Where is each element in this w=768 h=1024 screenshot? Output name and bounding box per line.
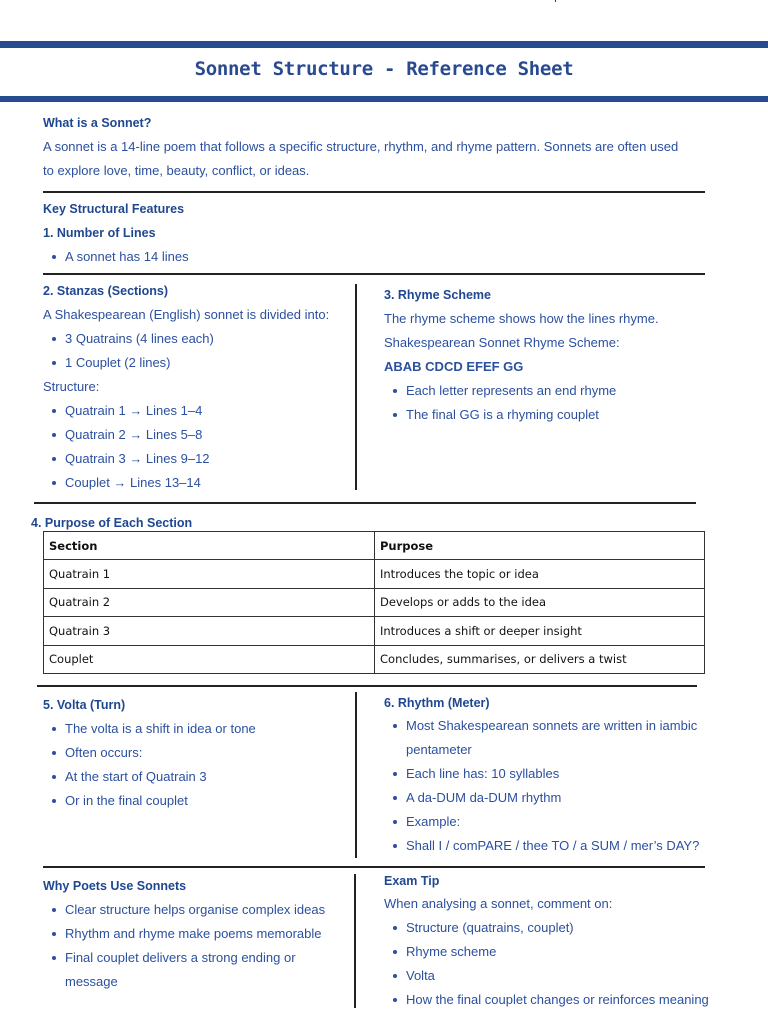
why-heading: Why Poets Use Sonnets xyxy=(43,879,187,893)
list-item: Quatrain 3 → Lines 9–12 xyxy=(43,447,210,471)
list-item: Each line has: 10 syllables xyxy=(384,762,714,786)
table-row xyxy=(44,560,705,588)
table-header: Section xyxy=(44,532,375,560)
list-item: A da-DUM da-DUM rhythm xyxy=(384,786,714,810)
list-item: How the final couplet changes or reinforces meaning xyxy=(384,988,764,1012)
purpose-heading: 4. Purpose of Each Section xyxy=(31,516,193,530)
table-cell: Quatrain 3 xyxy=(44,617,375,645)
list-item: Most Shakespearean sonnets are written in iambic pentameter xyxy=(384,714,714,762)
divider xyxy=(43,273,705,275)
list-item: Structure (quatrains, couplet) xyxy=(384,916,764,940)
list-item: Clear structure helps organise complex ideas xyxy=(43,898,343,922)
column-divider xyxy=(355,284,357,490)
exam-list xyxy=(384,916,764,1012)
list-item: The volta is a shift in idea or tone xyxy=(43,717,256,741)
table-header-row xyxy=(44,532,705,560)
page-title: Sonnet Structure - Reference Sheet xyxy=(194,58,574,80)
column-divider xyxy=(355,692,357,858)
list-item: The final GG is a rhyming couplet xyxy=(384,403,616,427)
scroll-mark xyxy=(555,0,563,2)
rhyme-line-1: The rhyme scheme shows how the lines rhyme. xyxy=(384,311,659,326)
list-item: Each letter represents an end rhyme xyxy=(384,379,616,403)
list-item: Rhythm and rhyme make poems memorable xyxy=(43,922,343,946)
rhyme-heading: 3. Rhyme Scheme xyxy=(384,288,491,302)
list-item: Quatrain 1 → Lines 1–4 xyxy=(43,399,210,423)
key-heading: Key Structural Features xyxy=(43,202,185,216)
list-item: Quatrain 2 → Lines 5–8 xyxy=(43,423,210,447)
table-cell: Introduces the topic or idea xyxy=(375,560,705,588)
header-band-top xyxy=(0,41,768,48)
exam-heading: Exam Tip xyxy=(384,874,440,888)
list-item: Final couplet delivers a strong ending or message xyxy=(43,946,343,994)
rhyme-scheme: ABAB CDCD EFEF GG xyxy=(384,359,524,374)
table-row xyxy=(44,588,705,616)
rhythm-list xyxy=(384,714,714,858)
divider xyxy=(34,502,696,504)
divider xyxy=(43,866,705,868)
rhyme-line-2: Shakespearean Sonnet Rhyme Scheme: xyxy=(384,335,620,350)
list-item: At the start of Quatrain 3 xyxy=(43,765,256,789)
stanzas-list xyxy=(43,327,214,375)
stanzas-heading: 2. Stanzas (Sections) xyxy=(43,284,169,298)
table-cell: Introduces a shift or deeper insight xyxy=(375,617,705,645)
table-cell: Develops or adds to the idea xyxy=(375,588,705,616)
table-cell: Quatrain 1 xyxy=(44,560,375,588)
structure-list xyxy=(43,399,210,495)
stanzas-intro: A Shakespearean (English) sonnet is divided into: xyxy=(43,307,330,322)
table-row xyxy=(44,617,705,645)
volta-list xyxy=(43,717,256,813)
list-item: A sonnet has 14 lines xyxy=(43,245,189,269)
rhythm-heading: 6. Rhythm (Meter) xyxy=(384,696,490,710)
what-heading: What is a Sonnet? xyxy=(43,116,152,130)
purpose-table xyxy=(43,531,705,674)
table-row xyxy=(44,645,705,673)
column-divider xyxy=(354,874,356,1008)
list-item: Couplet → Lines 13–14 xyxy=(43,471,210,495)
table-cell: Couplet xyxy=(44,645,375,673)
lines-heading: 1. Number of Lines xyxy=(43,226,156,240)
list-item: 1 Couplet (2 lines) xyxy=(43,351,214,375)
why-list xyxy=(43,898,343,994)
list-item: Example: xyxy=(384,810,714,834)
list-item: Often occurs: xyxy=(43,741,256,765)
table-cell: Concludes, summarises, or delivers a twist xyxy=(375,645,705,673)
what-line-1: A sonnet is a 14-line poem that follows a specific structure, rhythm, and rhyme pattern. Sonnets are often used xyxy=(43,139,679,154)
divider xyxy=(37,685,697,687)
header-band-bottom xyxy=(0,96,768,102)
list-item: 3 Quatrains (4 lines each) xyxy=(43,327,214,351)
what-line-2: to explore love, time, beauty, conflict, or ideas. xyxy=(43,163,310,178)
list-item: Volta xyxy=(384,964,764,988)
volta-heading: 5. Volta (Turn) xyxy=(43,698,126,712)
list-item: Shall I / comPARE / thee TO / a SUM / mer’s DAY? xyxy=(384,834,714,858)
rhyme-list xyxy=(384,379,616,427)
list-item: Rhyme scheme xyxy=(384,940,764,964)
table-cell: Quatrain 2 xyxy=(44,588,375,616)
list-item: Or in the final couplet xyxy=(43,789,256,813)
lines-list xyxy=(43,245,189,269)
divider xyxy=(43,191,705,193)
table-header: Purpose xyxy=(375,532,705,560)
structure-label: Structure: xyxy=(43,379,100,394)
exam-intro: When analysing a sonnet, comment on: xyxy=(384,896,613,911)
